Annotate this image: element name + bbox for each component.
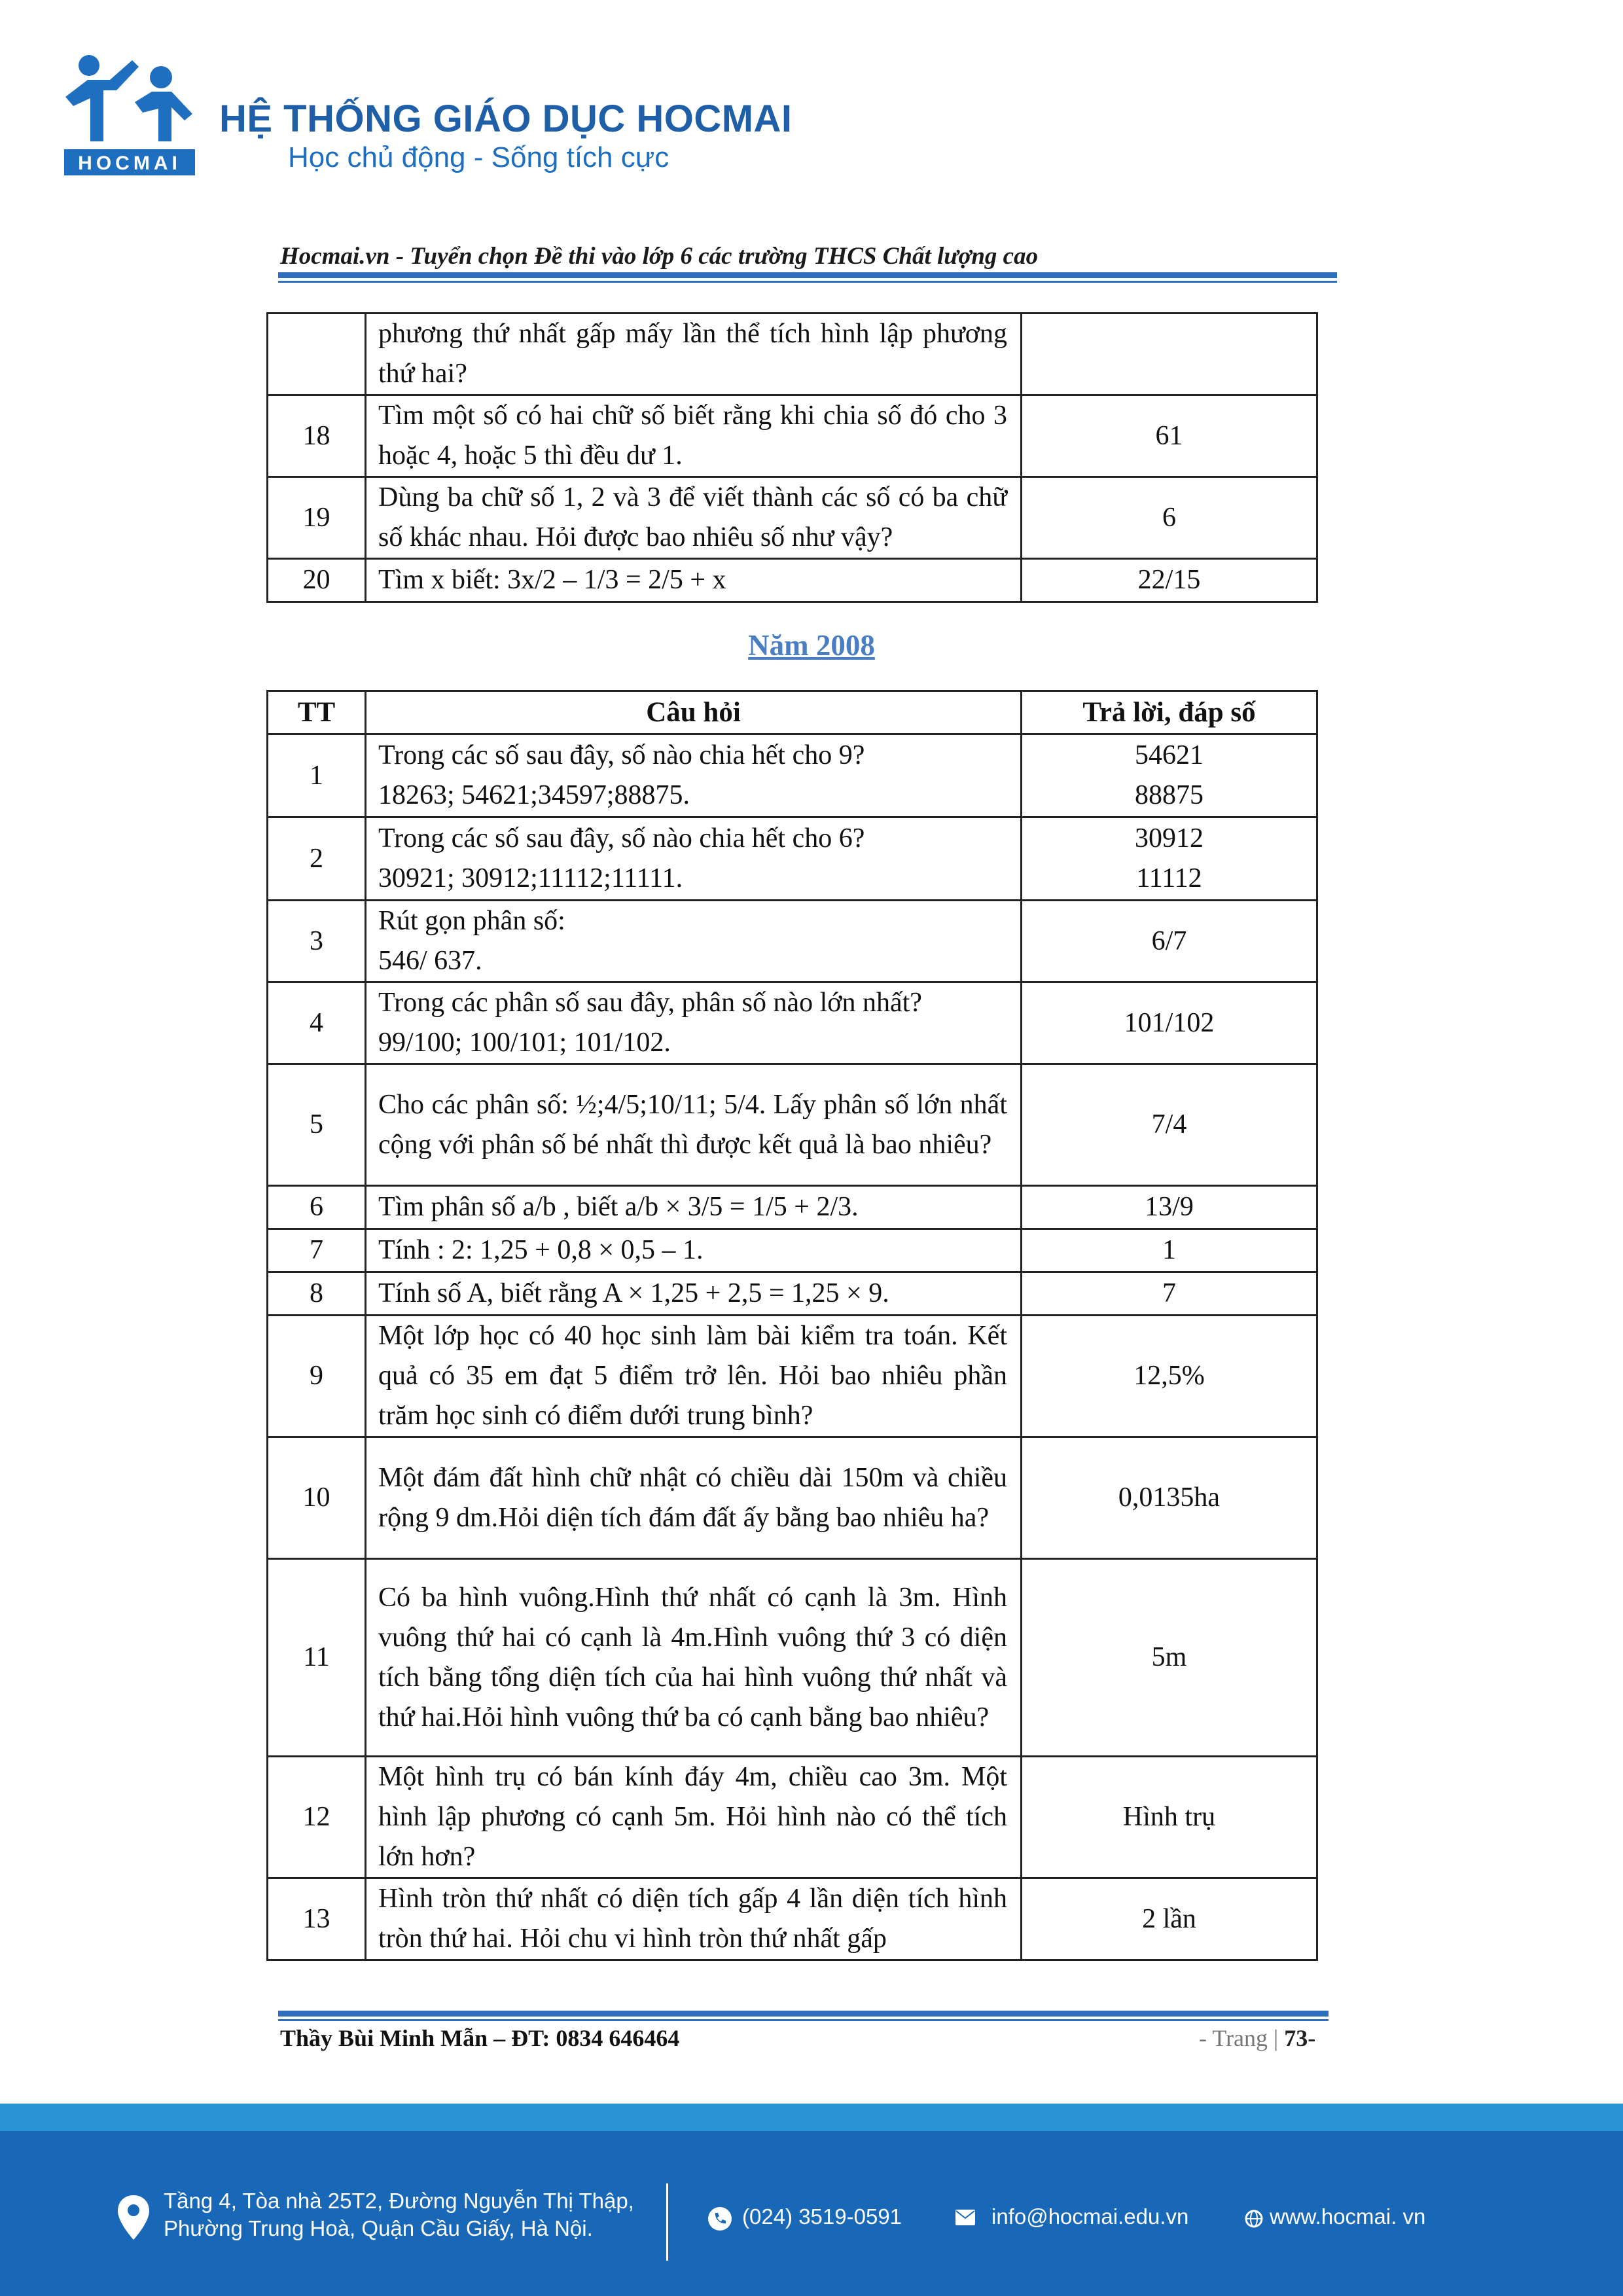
address: [164, 2187, 634, 2242]
row-number: 10: [268, 1437, 366, 1559]
footer-rule-thin: [278, 2019, 1329, 2021]
contact-divider: [666, 2183, 668, 2261]
question-cell: Một hình trụ có bán kính đáy 4m, chiều cao 3m. Một hình lập phương có cạnh 5m. Hỏi hình nào có thể tích lớn hơn?: [366, 1757, 1022, 1878]
table-row: [268, 1757, 1317, 1878]
page-suffix: -: [1308, 2025, 1316, 2051]
row-number: 8: [268, 1272, 366, 1316]
row-number: 4: [268, 982, 366, 1064]
location-pin-icon: [116, 2194, 151, 2241]
header-tt: TT: [268, 691, 366, 734]
row-number: 13: [268, 1878, 366, 1960]
question-cell: Tính : 2: 1,25 + 0,8 × 0,5 – 1.: [366, 1229, 1022, 1272]
row-number: [268, 314, 366, 395]
footer-stripe: [0, 2104, 1623, 2131]
answer-cell: 7: [1022, 1272, 1317, 1316]
row-number: 1: [268, 734, 366, 817]
question-cell: Trong các phân số sau đây, phân số nào lớn nhất? 99/100; 100/101; 101/102.: [366, 982, 1022, 1064]
year-heading: Năm 2008: [748, 629, 875, 662]
answer-cell: 1: [1022, 1229, 1317, 1272]
question-cell: Tìm phân số a/b , biết a/b × 3/5 = 1/5 + 2/3.: [366, 1186, 1022, 1229]
question-cell: Tìm một số có hai chữ số biết rằng khi chia số đó cho 3 hoặc 4, hoặc 5 thì đều dư 1.: [366, 395, 1022, 477]
answer-cell: 61: [1022, 395, 1317, 477]
globe-icon: [1245, 2210, 1263, 2228]
table-row: [268, 559, 1317, 602]
address-line-2: Phường Trung Hoà, Quận Cầu Giấy, Hà Nội.: [164, 2216, 593, 2240]
table-row: [268, 1272, 1317, 1316]
row-number: 20: [268, 559, 366, 602]
row-number: 6: [268, 1186, 366, 1229]
table-row: [268, 901, 1317, 982]
logo-people-icon: [65, 55, 192, 141]
table-row: [268, 314, 1317, 395]
question-cell: Tìm x biết: 3x/2 – 1/3 = 2/5 + x: [366, 559, 1022, 602]
page-prefix: - Trang |: [1199, 2025, 1285, 2051]
question-cell: Trong các số sau đây, số nào chia hết cho 9? 18263; 54621;34597;88875.: [366, 734, 1022, 817]
answer-cell: 13/9: [1022, 1186, 1317, 1229]
header-question: Câu hỏi: [366, 691, 1022, 734]
answer-cell: 22/15: [1022, 559, 1317, 602]
table-header-row: [268, 691, 1317, 734]
row-number: 2: [268, 817, 366, 901]
answer-cell: Hình trụ: [1022, 1757, 1317, 1878]
address-line-1: Tầng 4, Tòa nhà 25T2, Đường Nguyễn Thị Thập,: [164, 2189, 634, 2213]
question-cell: Rút gọn phân số: 546/ 637.: [366, 901, 1022, 982]
brand-slogan: Học chủ động - Sống tích cực: [288, 141, 669, 173]
question-cell: Dùng ba chữ số 1, 2 và 3 để viết thành các số có ba chữ số khác nhau. Hỏi được bao nhiêu số như vậy?: [366, 477, 1022, 559]
question-cell: Cho các phân số: ½;4/5;10/11; 5/4. Lấy phân số lớn nhất cộng với phân số bé nhất thì được kết quả là bao nhiêu?: [366, 1064, 1022, 1186]
question-cell: phương thứ nhất gấp mấy lần thể tích hình lập phương thứ hai?: [366, 314, 1022, 395]
answer-cell: 7/4: [1022, 1064, 1317, 1186]
question-cell: Hình tròn thứ nhất có diện tích gấp 4 lần diện tích hình tròn thứ hai. Hỏi chu vi hình tròn thứ nhất gấp: [366, 1878, 1022, 1960]
answer-cell: 12,5%: [1022, 1316, 1317, 1437]
row-number: 18: [268, 395, 366, 477]
website-link[interactable]: www.hocmai. vn: [1270, 2204, 1426, 2229]
page-number-value: 73: [1284, 2025, 1308, 2051]
table-row: [268, 982, 1317, 1064]
row-number: 3: [268, 901, 366, 982]
answer-cell: 30912 11112: [1022, 817, 1317, 901]
table-row: [268, 817, 1317, 901]
answer-cell: 5m: [1022, 1559, 1317, 1757]
table-row: [268, 1316, 1317, 1437]
answer-cell: 101/102: [1022, 982, 1317, 1064]
table-row: [268, 734, 1317, 817]
question-cell: Tính số A, biết rằng A × 1,25 + 2,5 = 1,25 × 9.: [366, 1272, 1022, 1316]
email-link[interactable]: info@hocmai.edu.vn: [991, 2204, 1189, 2229]
answer-cell: 6: [1022, 477, 1317, 559]
logo-text: HOCMAI: [78, 152, 181, 174]
qa-table-continued: [266, 312, 1318, 603]
table-row: [268, 1559, 1317, 1757]
question-cell: Một lớp học có 40 học sinh làm bài kiểm tra toán. Kết quả có 35 em đạt 5 điểm trở lên. Hỏi bao nhiêu phần trăm học sinh có điểm dưới trung bình?: [366, 1316, 1022, 1437]
answer-cell: 2 lần: [1022, 1878, 1317, 1960]
header-rule-thin: [278, 281, 1337, 283]
question-cell: Trong các số sau đây, số nào chia hết cho 6? 30921; 30912;11112;11111.: [366, 817, 1022, 901]
row-number: 19: [268, 477, 366, 559]
teacher-contact: Thầy Bùi Minh Mẫn – ĐT: 0834 646464: [280, 2025, 680, 2051]
table-row: [268, 477, 1317, 559]
doc-title: Hocmai.vn - Tuyển chọn Đề thi vào lớp 6 các trường THCS Chất lượng cao: [280, 243, 1039, 270]
table-row: [268, 1437, 1317, 1559]
row-number: 9: [268, 1316, 366, 1437]
page-number: [1199, 2024, 1315, 2052]
answer-cell: 6/7: [1022, 901, 1317, 982]
header-answer: Trả lời, đáp số: [1022, 691, 1317, 734]
row-number: 5: [268, 1064, 366, 1186]
question-cell: Một đám đất hình chữ nhật có chiều dài 150m và chiều rộng 9 dm.Hỏi diện tích đám đất ấy bằng bao nhiêu ha?: [366, 1437, 1022, 1559]
answer-cell: 0,0135ha: [1022, 1437, 1317, 1559]
answer-cell: [1022, 314, 1317, 395]
row-number: 12: [268, 1757, 366, 1878]
mail-icon: [955, 2210, 975, 2225]
table-row: [268, 1878, 1317, 1960]
footer-rule: [278, 2011, 1329, 2017]
table-row: [268, 1064, 1317, 1186]
table-row: [268, 1229, 1317, 1272]
answer-cell: 54621 88875: [1022, 734, 1317, 817]
qa-table-2008: [266, 690, 1318, 1961]
phone-icon: [707, 2206, 733, 2232]
table-row: [268, 395, 1317, 477]
header-rule: [278, 272, 1337, 278]
brand-title: HỆ THỐNG GIÁO DỤC HOCMAI: [219, 98, 793, 140]
phone-number[interactable]: (024) 3519-0591: [742, 2204, 902, 2229]
row-number: 11: [268, 1559, 366, 1757]
table-row: [268, 1186, 1317, 1229]
question-cell: Có ba hình vuông.Hình thứ nhất có cạnh là 3m. Hình vuông thứ hai có cạnh là 4m.Hình vuông thứ 3 có diện tích bằng tổng diện tích của hai hình vuông thứ nhất và thứ hai.Hỏi hình vuông thứ ba có cạnh bằng bao nhiêu?: [366, 1559, 1022, 1757]
hocmai-logo: [62, 51, 198, 178]
row-number: 7: [268, 1229, 366, 1272]
